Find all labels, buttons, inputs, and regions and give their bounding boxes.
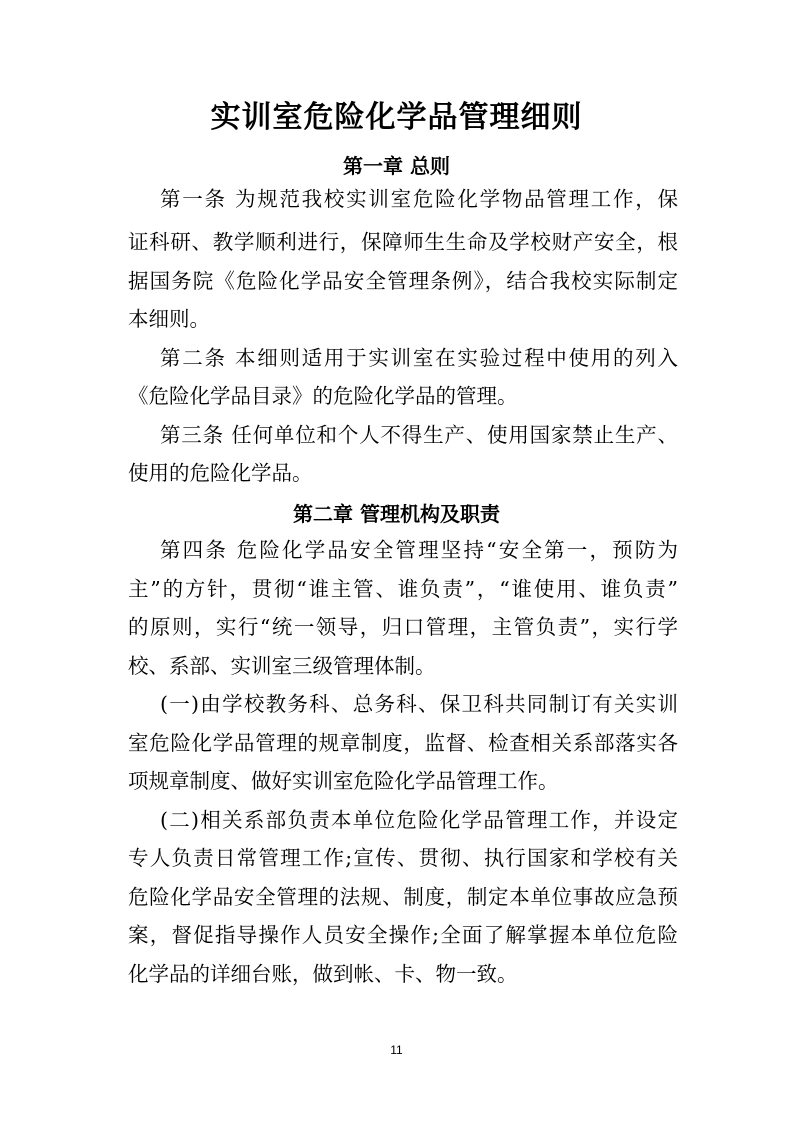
article-2-line-1: 第二条 本细则适用于实训室在实验过程中使用的列入 bbox=[160, 346, 678, 370]
article-1-line-3: 据国务院《危险化学品安全管理条例》，结合我校实际制定 bbox=[128, 269, 678, 293]
article-1-line-1: 第一条 为规范我校实训室危险化学物品管理工作，保 bbox=[160, 187, 678, 211]
clause-2-line-2: 专人负责日常管理工作;宣传、贯彻、执行国家和学校有关 bbox=[128, 846, 678, 870]
clause-1-line-3: 项规章制度、做好实训室危险化学品管理工作。 bbox=[128, 769, 559, 793]
article-4-line-3: 的原则，实行“统一领导，归口管理，主管负责”，实行学 bbox=[128, 615, 678, 639]
clause-1-line-1: (一)由学校教务科、总务科、保卫科共同制订有关实训 bbox=[160, 692, 678, 716]
article-4-line-1: 第四条 危险化学品安全管理坚持“安全第一，预防为 bbox=[160, 538, 678, 562]
article-2-line-2: 《危险化学品目录》的危险化学品的管理。 bbox=[128, 384, 518, 408]
article-4-line-4: 校、系部、实训室三级管理体制。 bbox=[128, 654, 436, 678]
chapter-1-title: 第一章 总则 bbox=[343, 154, 450, 178]
clause-2-line-1: (二)相关系部负责本单位危险化学品管理工作，并设定 bbox=[160, 808, 678, 832]
document-title: 实训室危险化学品管理细则 bbox=[210, 100, 583, 135]
article-1-line-4: 本细则。 bbox=[128, 307, 210, 331]
page-number: 11 bbox=[390, 1043, 403, 1057]
chapter-2-title: 第二章 管理机构及职责 bbox=[293, 502, 500, 526]
clause-2-line-4: 案，督促指导操作人员安全操作;全面了解掌握本单位危险 bbox=[128, 923, 678, 947]
article-1-line-2: 证科研、教学顺利进行，保障师生生命及学校财产安全，根 bbox=[128, 230, 678, 254]
clause-2-line-5: 化学品的详细台账，做到帐、卡、物一致。 bbox=[128, 962, 518, 986]
clause-1-line-2: 室危险化学品管理的规章制度，监督、检查相关系部落实各 bbox=[128, 731, 678, 755]
clause-2-line-3: 危险化学品安全管理的法规、制度，制定本单位事故应急预 bbox=[128, 885, 678, 909]
article-3-line-1: 第三条 任何单位和个人不得生产、使用国家禁止生产、 bbox=[160, 423, 678, 447]
article-4-line-2: 主”的方针，贯彻“谁主管、谁负责”，“谁使用、谁负责” bbox=[128, 577, 678, 601]
article-3-line-2: 使用的危险化学品。 bbox=[128, 461, 313, 485]
